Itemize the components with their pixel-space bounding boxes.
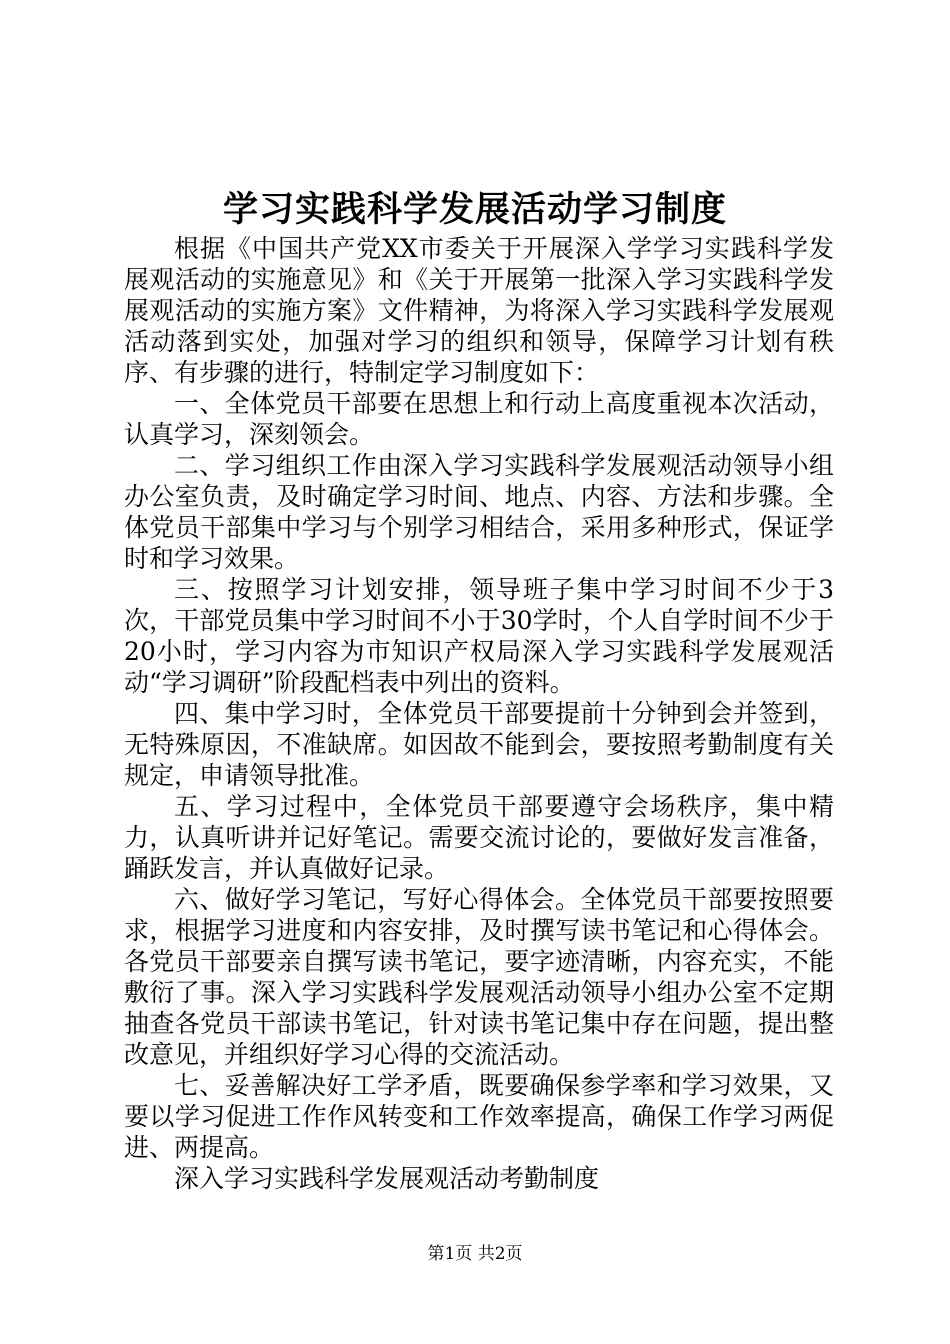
page-indicator: 第1页 共2页 [427, 1244, 523, 1264]
paragraph-item-3: 三、按照学习计划安排，领导班子集中学习时间不少于3次，干部党员集中学习时间不小于30学时，个人自学时间不少于20小时，学习内容为市知识产权局深入学习实践科学发展观活动“学习调研”阶段配档表中列出的资料。 [124, 575, 834, 697]
paragraph-item-7: 七、妥善解决好工学矛盾，既要确保参学率和学习效果，又要以学习促进工作作风转变和工作效率提高，确保工作学习两促进、两提高。 [124, 1071, 834, 1162]
document-title: 学习实践科学发展活动学习制度 [222, 189, 727, 230]
paragraph-item-6: 六、做好学习笔记，写好心得体会。全体党员干部要按照要求，根据学习进度和内容安排，及时撰写读书笔记和心得体会。各党员干部要亲自撰写读书笔记，要字迹清晰，内容充实，不能敷衍了事。深入学习实践科学发展观活动领导小组办公室不定期抽查各党员干部读书笔记，针对读书笔记集中存在问题，提出整改意见，并组织好学习心得的交流活动。 [124, 885, 834, 1069]
paragraph-intro: 根据《中国共产党XX市委关于开展深入学学习实践科学发展观活动的实施意见》和《关于开展第一批深入学习实践科学发展观活动的实施方案》文件精神，为将深入学习实践科学发展观活动落到实处，加强对学习的组织和领导，保障学习计划有秩序、有步骤的进行，特制定学习制度如下： [124, 234, 834, 387]
paragraph-item-4: 四、集中学习时，全体党员干部要提前十分钟到会并签到，无特殊原因，不准缺席。如因故不能到会，要按照考勤制度有关规定，申请领导批准。 [124, 699, 834, 790]
paragraph-item-1: 一、全体党员干部要在思想上和行动上高度重视本次活动，认真学习，深刻领会。 [124, 389, 834, 449]
paragraph-next-heading: 深入学习实践科学发展观活动考勤制度 [174, 1164, 600, 1193]
paragraph-item-2: 二、学习组织工作由深入学习实践科学发展观活动领导小组办公室负责，及时确定学习时间、地点、内容、方法和步骤。全体党员干部集中学习与个别学习相结合，采用多种形式，保证学时和学习效果。 [124, 451, 834, 573]
paragraph-item-5: 五、学习过程中，全体党员干部要遵守会场秩序，集中精力，认真听讲并记好笔记。需要交流讨论的，要做好发言准备，踊跃发言，并认真做好记录。 [124, 792, 834, 883]
document-body [124, 233, 834, 1194]
